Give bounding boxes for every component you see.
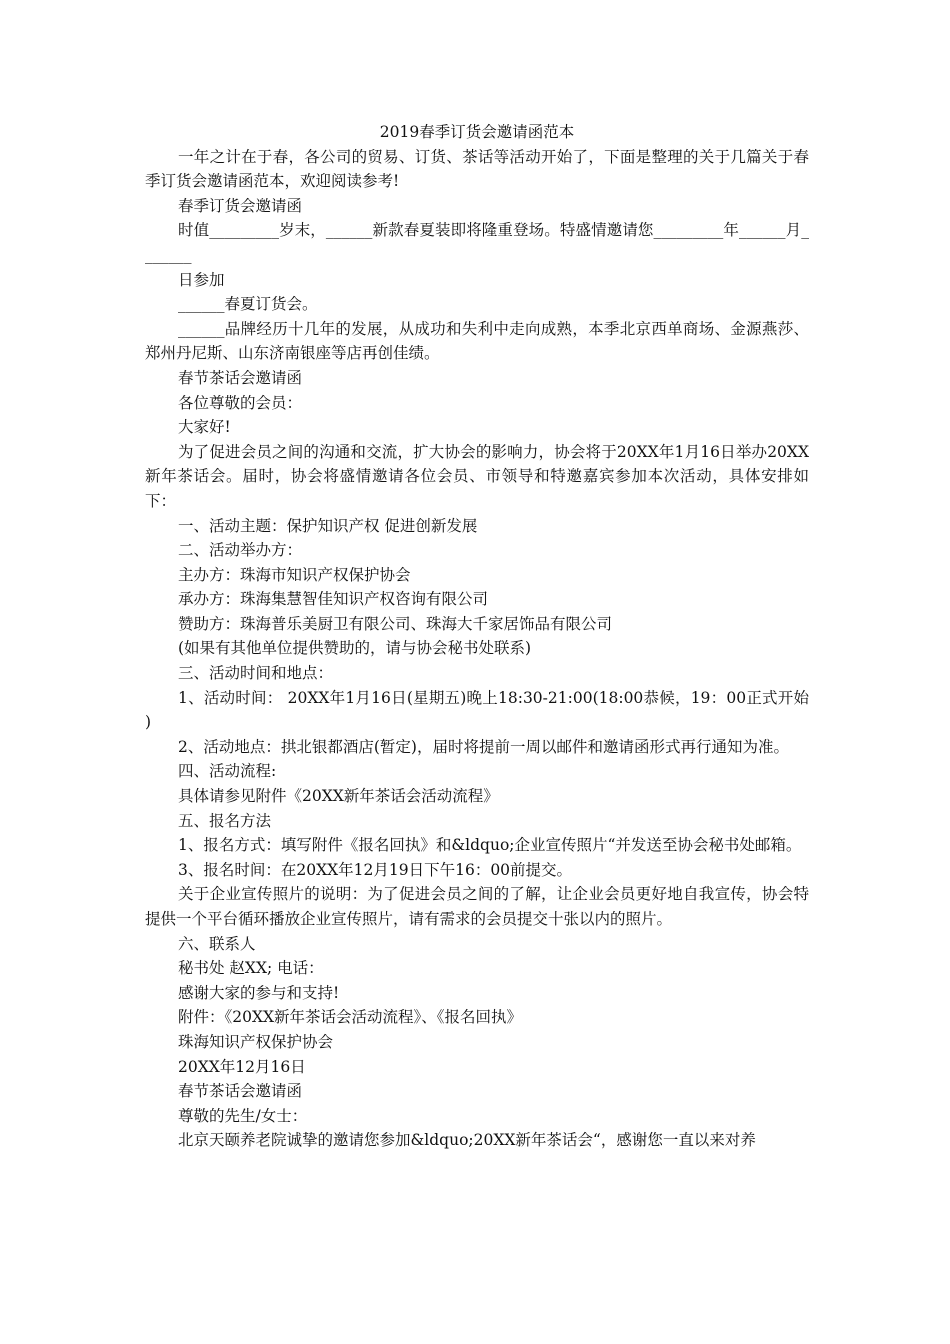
- paragraph: 为了促进会员之间的沟通和交流，扩大协会的影响力，协会将于20XX年1月16日举办20XX新年茶话会。届时，协会将盛情邀请各位会员、市领导和特邀嘉宾参加本次活动，具体安排如下：: [145, 442, 809, 510]
- paragraph: (如果有其他单位提供赞助的，请与协会秘书处联系): [178, 639, 532, 658]
- document-title: 2019春季订货会邀请函范本: [379, 123, 575, 141]
- paragraph: 具体请参见附件《20XX新年茶话会活动流程》: [178, 787, 499, 806]
- paragraph: 2、活动地点：拱北银都酒店(暂定)，届时将提前一周以邮件和邀请函形式再行通知为准。: [178, 737, 789, 756]
- paragraph: 二、活动举办方：: [178, 541, 303, 560]
- paragraph: 一年之计在于春，各公司的贸易、订货、茶话等活动开始了，下面是整理的关于几篇关于春季订货会邀请函范本，欢迎阅读参考!: [145, 147, 809, 191]
- paragraph: 3、报名时间：在20XX年12月19日下午16：00前提交。: [178, 860, 573, 879]
- paragraph: 1、报名方式：填写附件《报名回执》和&ldquo;企业宣传照片“并发送至协会秘书处邮箱。: [178, 836, 802, 855]
- paragraph: 四、活动流程:: [178, 762, 277, 781]
- document-page: [145, 120, 809, 1153]
- paragraph: ______品牌经历十几年的发展，从成功和失利中走向成熟，本季北京西单商场、金源燕莎、郑州丹尼斯、山东济南银座等店再创佳绩。: [145, 319, 809, 363]
- paragraph: 日参加: [178, 270, 225, 289]
- paragraph: 20XX年12月16日: [178, 1057, 306, 1076]
- paragraph: 感谢大家的参与和支持!: [178, 983, 340, 1002]
- paragraph: 六、联系人: [178, 934, 256, 953]
- paragraph: 春节茶话会邀请函: [178, 1082, 303, 1101]
- paragraph: 各位尊敬的会员：: [178, 393, 303, 412]
- paragraph: 关于企业宣传照片的说明：为了促进会员之间的了解，让企业会员更好地自我宣传，协会特提供一个平台循环播放企业宣传照片，请有需求的会员提交十张以内的照片。: [145, 885, 809, 928]
- paragraph: 春节茶话会邀请函: [178, 368, 303, 387]
- paragraph: 珠海知识产权保护协会: [178, 1032, 334, 1051]
- paragraph: 1、活动时间： 20XX年1月16日(星期五)晚上18:30-21:00(18:00恭候，19：00正式开始 ): [145, 688, 809, 732]
- paragraph: 时值_________岁末，______新款春夏装即将隆重登场。特盛情邀请您_________年______月_______: [145, 221, 809, 264]
- paragraph: 尊敬的先生/女士：: [178, 1106, 308, 1125]
- paragraph: 大家好!: [178, 418, 231, 437]
- paragraph: 承办方：珠海集慧智佳知识产权咨询有限公司: [178, 590, 489, 609]
- paragraph: 赞助方：珠海普乐美厨卫有限公司、珠海大千家居饰品有限公司: [178, 614, 613, 633]
- paragraph: 三、活动时间和地点：: [178, 664, 334, 683]
- paragraph: ______春夏订货会。: [178, 295, 318, 314]
- paragraph: 附件：《20XX新年茶话会活动流程》、《报名回执》: [178, 1008, 523, 1027]
- paragraph: 秘书处 赵XX; 电话：: [178, 959, 324, 978]
- paragraph: 主办方：珠海市知识产权保护协会: [178, 565, 411, 584]
- paragraph: 五、报名方法: [178, 811, 272, 830]
- paragraph: 北京天颐养老院诚挚的邀请您参加&ldquo;20XX新年茶话会“，感谢您一直以来对养: [178, 1131, 756, 1150]
- paragraph: 春季订货会邀请函: [178, 196, 303, 215]
- paragraph: 一、活动主题：保护知识产权 促进创新发展: [178, 516, 478, 535]
